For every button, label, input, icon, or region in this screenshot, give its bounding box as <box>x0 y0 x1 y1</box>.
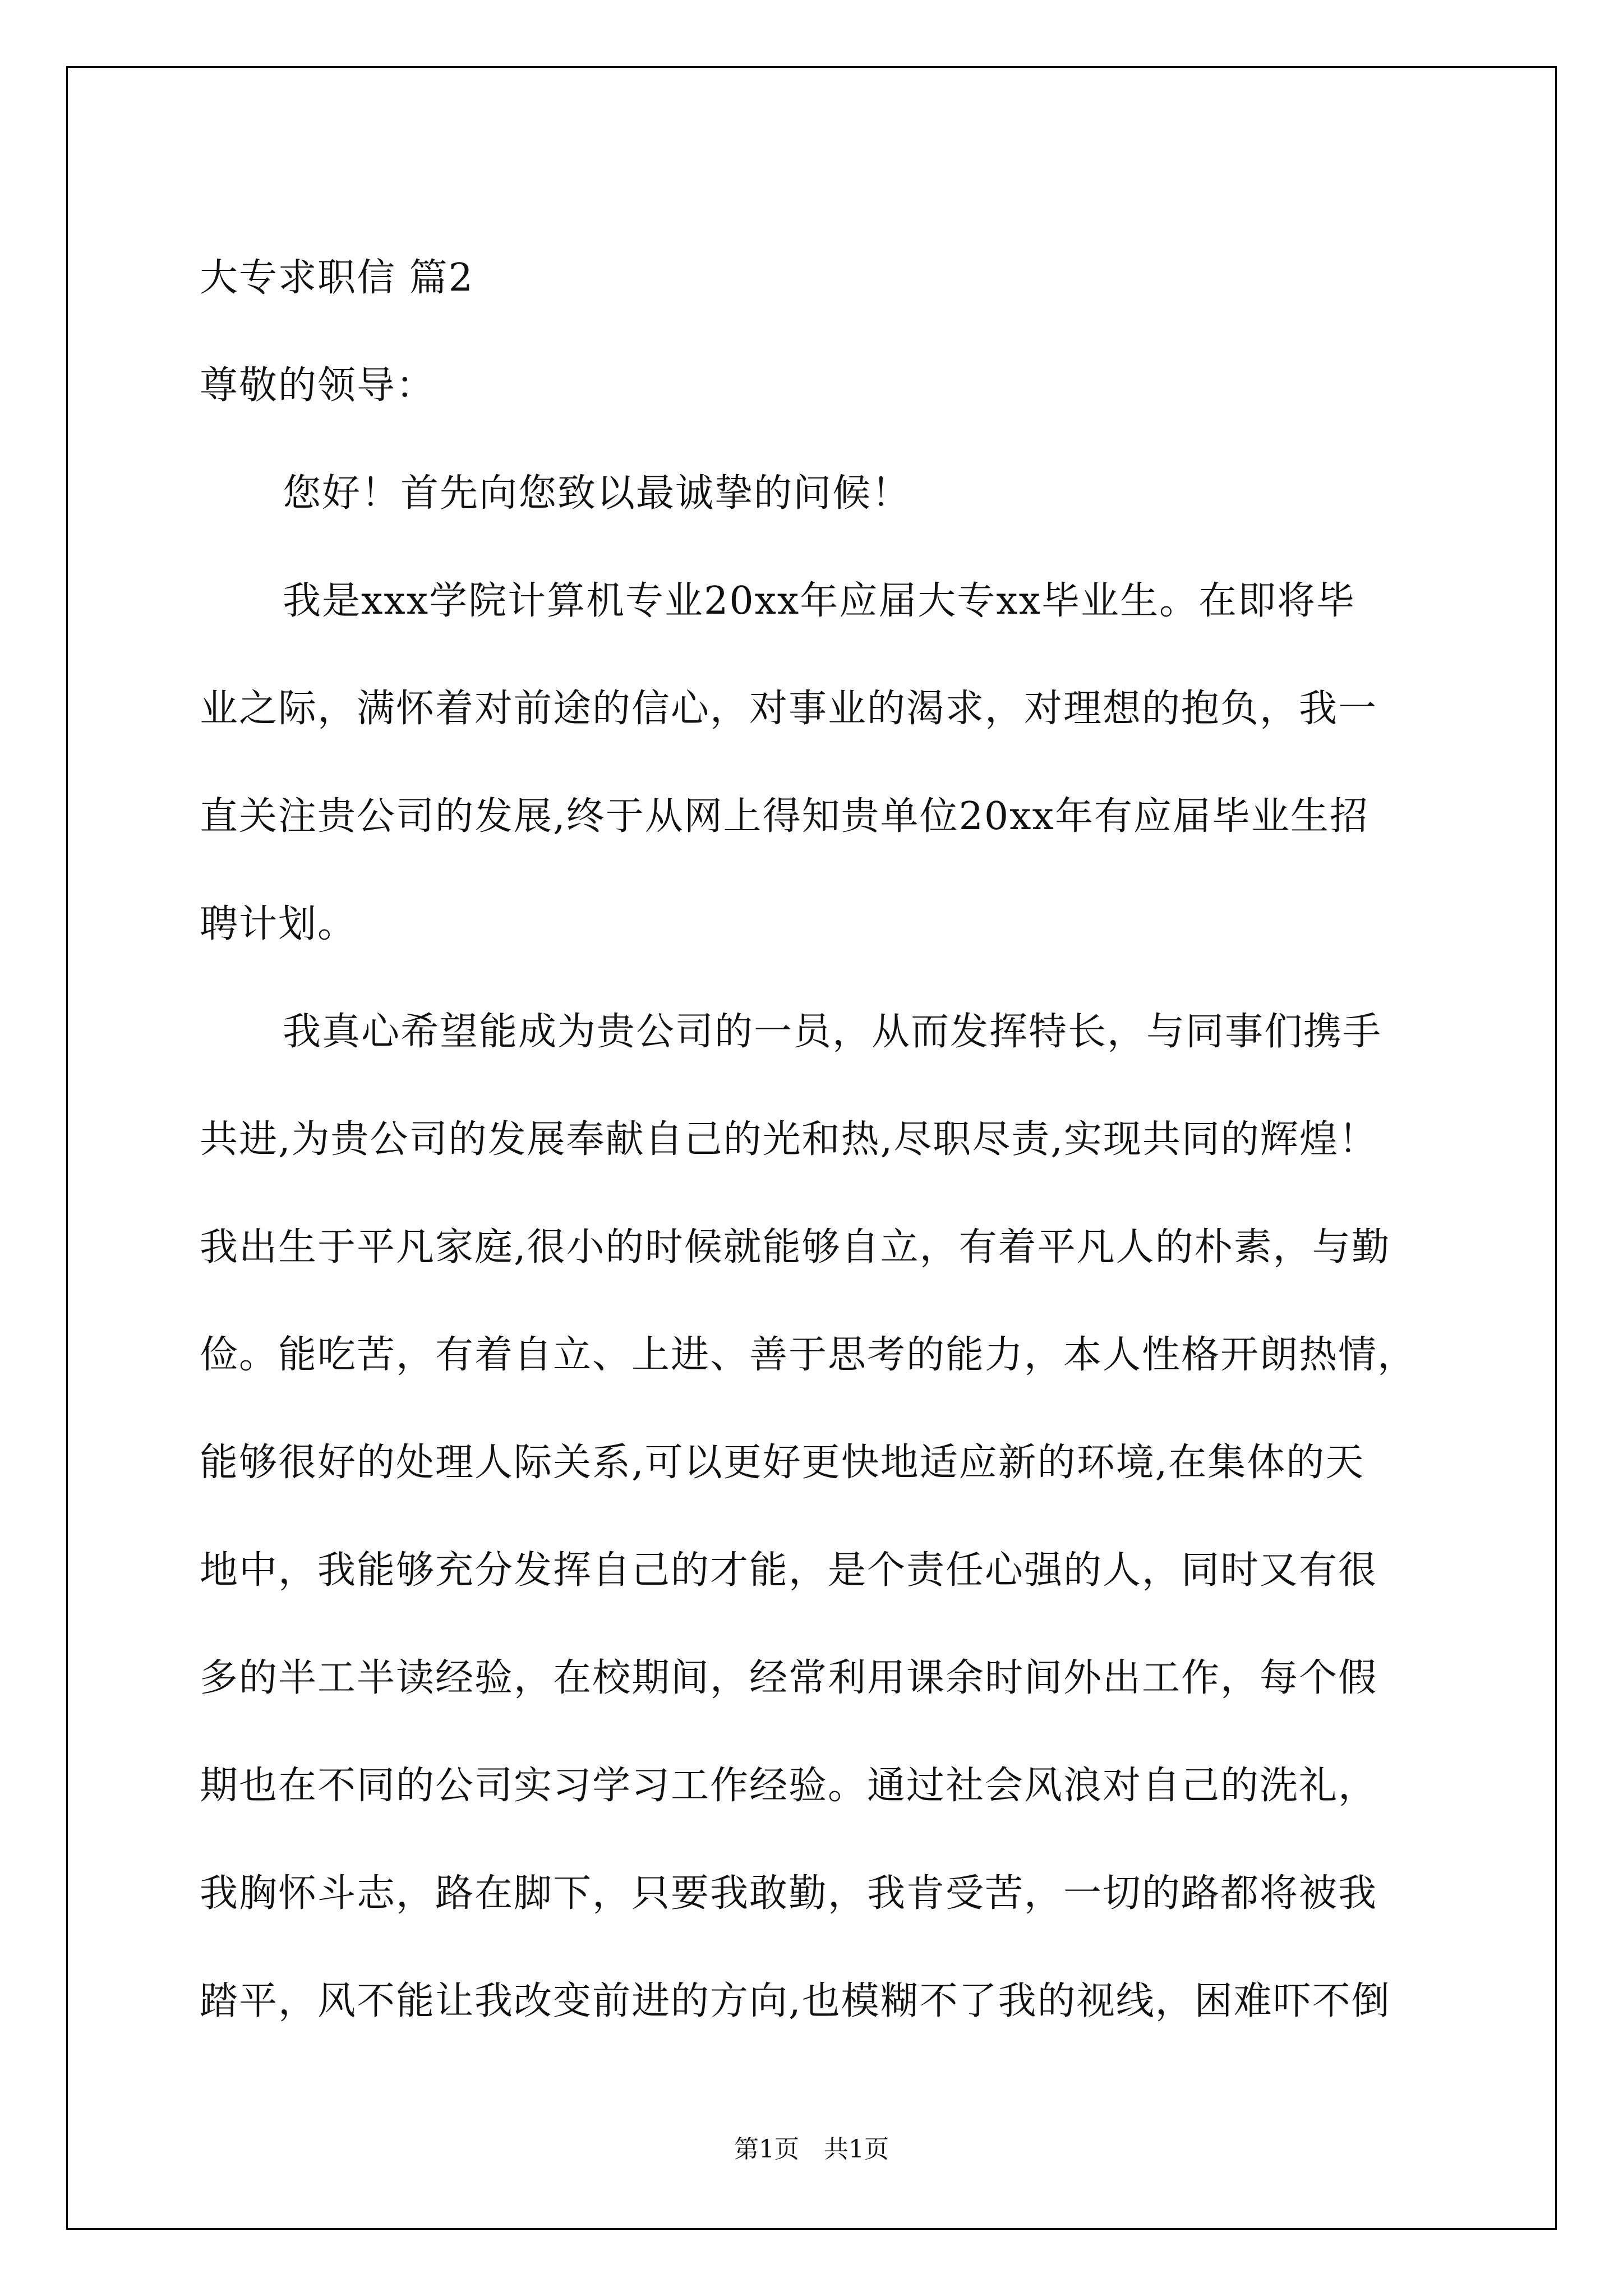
text-line: 共进,为贵公司的发展奉献自己的光和热,尽职尽责,实现共同的辉煌！ <box>200 1117 1378 1162</box>
salutation: 尊敬的领导： <box>200 364 436 408</box>
text-line: 我出生于平凡家庭,很小的时候就能够自立，有着平凡人的朴素，与勤 <box>200 1225 1391 1269</box>
page-footer: 第1页 共1页 <box>734 2135 889 2164</box>
text-line: 期也在不同的公司实习学习工作经验。通过社会风浪对自己的洗礼， <box>200 1764 1378 1808</box>
letter-paragraphs <box>200 440 1445 2055</box>
text-line: 业之际，满怀着对前途的信心，对事业的渴求，对理想的抱负，我一 <box>200 687 1378 731</box>
text-line: 直关注贵公司的发展,终于从网上得知贵单位20xx年有应届毕业生招 <box>200 794 1369 839</box>
text-line: 您好！首先向您致以最诚挚的问候！ <box>283 471 911 516</box>
letter-heading: 大专求职信 篇2 <box>200 256 474 300</box>
text-line: 我真心希望能成为贵公司的一员，从而发挥特长，与同事们携手 <box>283 1010 1382 1054</box>
text-line: 我胸怀斗志，路在脚下，只要我敢勤，我肯受苦，一切的路都将被我 <box>200 1871 1378 1916</box>
text-line: 踏平，风不能让我改变前进的方向,也模糊不了我的视线，困难吓不倒 <box>200 1979 1391 2023</box>
text-line: 我是xxx学院计算机专业20xx年应届大专xx毕业生。在即将毕 <box>283 579 1355 623</box>
text-line: 俭。能吃苦，有着自立、上进、善于思考的能力，本人性格开朗热情， <box>200 1333 1417 1377</box>
text-line: 地中，我能够充分发挥自己的才能，是个责任心强的人，同时又有很 <box>200 1548 1378 1593</box>
text-line: 聘计划。 <box>200 902 357 946</box>
text-line: 多的半工半读经验，在校期间，经常利用课余时间外出工作，每个假 <box>200 1656 1378 1700</box>
letter-body <box>200 224 1445 2055</box>
text-line: 能够很好的处理人际关系,可以更好更快地适应新的环境,在集体的天 <box>200 1441 1365 1485</box>
